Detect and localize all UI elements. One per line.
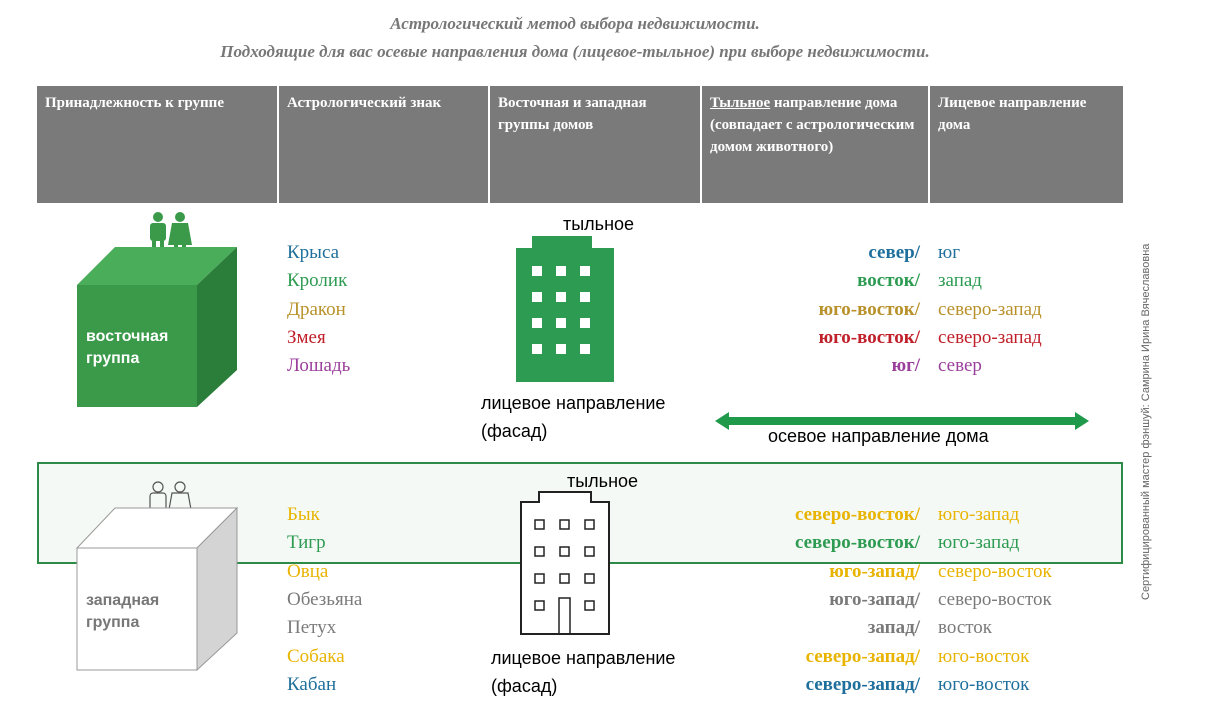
west-row-sign: Петух xyxy=(287,617,337,639)
east-row-sign: Кролик xyxy=(287,270,348,292)
east-row-sign: Крыса xyxy=(287,242,340,263)
west-row-sign: Бык xyxy=(287,504,320,525)
west-front-label-line1: лицевое направление xyxy=(491,648,676,668)
west-front-label-line2: (фасад) xyxy=(491,676,558,696)
east-row-sign: Дракон xyxy=(287,298,346,320)
west-row-back-direction: северо-восток/ xyxy=(794,532,920,554)
header-back-direction xyxy=(702,86,930,203)
east-row-back-direction: юг/ xyxy=(891,355,920,377)
table-header xyxy=(37,86,1123,203)
west-row-front-direction: восток xyxy=(938,617,993,639)
header-house-groups: Восточная и западная группы домов xyxy=(490,86,702,203)
east-row-back-direction: юго-восток/ xyxy=(818,298,920,320)
west-group-cube xyxy=(70,478,250,678)
east-building-icon xyxy=(510,232,620,384)
side-caption: Сертифицированный мастер фэншуй: Самрина Ирина Вячеславовна xyxy=(1140,243,1152,600)
west-row-sign: Тигр xyxy=(287,532,326,554)
east-row-sign: Змея xyxy=(287,326,326,348)
west-row-back-direction: юго-запад/ xyxy=(829,588,920,610)
east-row-front-direction: север xyxy=(938,355,982,377)
header-back-underlined: Тыльное xyxy=(710,95,771,111)
west-back-label: тыльное xyxy=(567,471,639,491)
east-row-back-direction: восток/ xyxy=(857,270,920,292)
east-row-front-direction: запад xyxy=(938,270,982,292)
east-back-label: тыльное xyxy=(563,214,635,234)
west-row-sign: Собака xyxy=(287,645,345,667)
west-row-back-direction: юго-запад/ xyxy=(829,560,920,582)
west-row-sign: Обезьяна xyxy=(287,588,363,610)
west-row-back-direction: запад/ xyxy=(867,617,920,639)
header-front-direction: Лицевое направление дома xyxy=(938,95,1087,133)
west-row-front-direction: северо-восток xyxy=(938,588,1052,610)
east-row-back-direction: север/ xyxy=(868,242,920,263)
east-row-front-direction: северо-запад xyxy=(938,326,1042,348)
east-front-label-line2: (фасад) xyxy=(481,421,548,441)
west-row-back-direction: северо-запад/ xyxy=(805,645,920,667)
header-sign: Астрологический знак xyxy=(279,86,490,203)
west-row-front-direction: юго-восток xyxy=(938,673,1030,695)
east-row-sign: Лошадь xyxy=(287,355,351,377)
east-group-cube xyxy=(70,205,250,415)
west-group-label: западная группа xyxy=(86,592,160,631)
west-row-front-direction: северо-восток xyxy=(938,560,1052,582)
west-row-sign: Кабан xyxy=(287,673,337,695)
west-row-front-direction: юго-восток xyxy=(938,645,1030,667)
west-row-back-direction: северо-запад/ xyxy=(805,673,920,695)
east-row-front-direction: юг xyxy=(938,242,960,263)
title-line-2: Подходящие для вас осевые направления дома (лицевое-тыльное) при выборе недвижимости. xyxy=(220,42,930,61)
west-building-icon xyxy=(515,488,615,638)
west-row-front-direction: юго-запад xyxy=(938,504,1020,525)
axis-label: осевое направление дома xyxy=(768,426,989,446)
header-group: Принадлежность к группе xyxy=(37,86,279,203)
east-row-front-direction: северо-запад xyxy=(938,298,1042,320)
west-row-front-direction: юго-запад xyxy=(938,532,1020,554)
header-back-rest: направление дома (совпадает с астрологическим домом животного) xyxy=(710,95,915,155)
title-line-1: Астрологический метод выбора недвижимости. xyxy=(390,14,760,33)
east-group-label: восточная группа xyxy=(86,328,169,367)
east-row-back-direction: юго-восток/ xyxy=(818,326,920,348)
west-row-sign: Овца xyxy=(287,560,329,582)
west-row-back-direction: северо-восток/ xyxy=(794,504,920,525)
east-front-label-line1: лицевое направление xyxy=(481,393,666,413)
